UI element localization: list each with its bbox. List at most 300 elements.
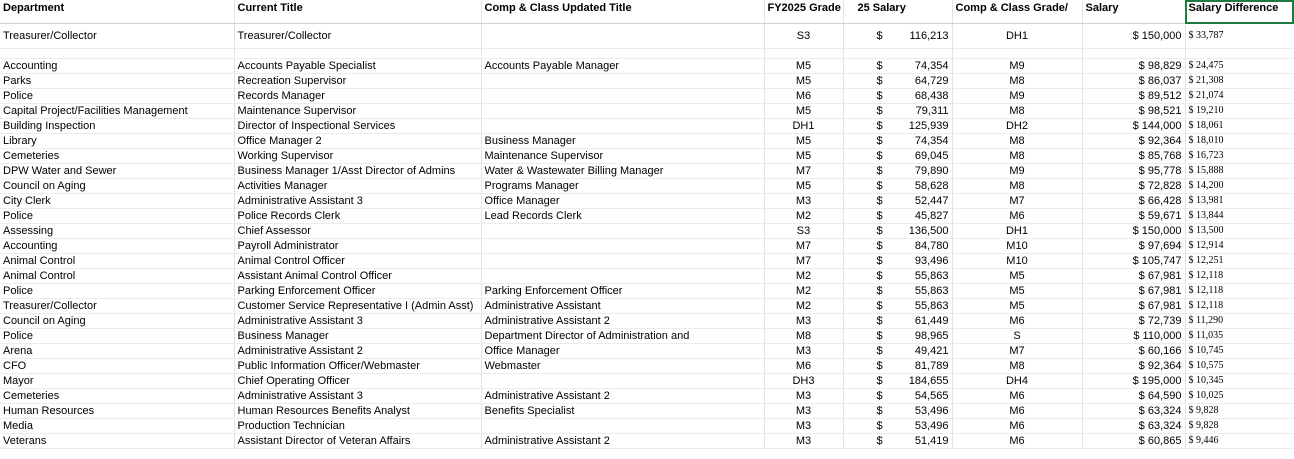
currency-value [847, 314, 949, 328]
new-salary-cell[interactable]: $ 72,739 [1082, 314, 1185, 329]
salary-25-cell[interactable] [843, 224, 952, 239]
department-cell[interactable]: Capital Project/Facilities Management [0, 104, 234, 119]
department-cell[interactable]: Police [0, 89, 234, 104]
salary-25-cell[interactable] [843, 344, 952, 359]
current-title-cell[interactable]: Production Technician [234, 419, 481, 434]
table-row [0, 389, 1294, 404]
salary-25-cell[interactable] [843, 434, 952, 449]
fy2025-grade-cell[interactable]: M8 [764, 329, 843, 344]
new-salary-cell[interactable]: $ 98,521 [1082, 104, 1185, 119]
salary-25-cell[interactable] [843, 89, 952, 104]
new-salary-cell[interactable]: $ 95,778 [1082, 164, 1185, 179]
salary-25-cell[interactable] [843, 389, 952, 404]
table-row [0, 344, 1294, 359]
salary-amount: 136,500 [908, 225, 949, 237]
salary-25-cell[interactable] [843, 239, 952, 254]
fy2025-grade-cell[interactable]: M2 [764, 209, 843, 224]
updated-title-cell[interactable] [481, 224, 764, 239]
currency-symbol: $ [876, 90, 883, 102]
fy2025-grade-cell[interactable]: M3 [764, 194, 843, 209]
salary-25-cell[interactable] [843, 299, 952, 314]
table-row [0, 179, 1294, 194]
new-grade-cell[interactable]: M8 [952, 179, 1082, 194]
current-title-cell[interactable]: Customer Service Representative I (Admin Asst) [234, 299, 481, 314]
updated-title-cell[interactable]: Webmaster [481, 359, 764, 374]
fy2025-grade-cell[interactable]: M5 [764, 149, 843, 164]
current-title-cell[interactable]: Recreation Supervisor [234, 74, 481, 89]
new-salary-cell[interactable]: $ 59,671 [1082, 209, 1185, 224]
current-title-cell[interactable]: Activities Manager [234, 179, 481, 194]
fy2025-grade-cell[interactable]: S3 [764, 224, 843, 239]
header-cell[interactable]: Comp & Class Grade/ [952, 0, 1082, 24]
salary-difference-cell[interactable]: $ 18,061 [1185, 119, 1294, 134]
current-title-cell[interactable]: Accounts Payable Specialist [234, 59, 481, 74]
currency-symbol: $ [876, 315, 883, 327]
new-grade-cell[interactable]: M6 [952, 419, 1082, 434]
empty-cell[interactable] [1082, 49, 1185, 59]
empty-cell[interactable] [0, 49, 234, 59]
salary-25-cell[interactable] [843, 419, 952, 434]
department-cell[interactable]: Arena [0, 344, 234, 359]
salary-difference-cell[interactable]: $ 11,035 [1185, 329, 1294, 344]
updated-title-cell[interactable] [481, 104, 764, 119]
currency-symbol: $ [876, 255, 883, 267]
currency-value [847, 224, 949, 238]
fy2025-grade-cell[interactable]: M5 [764, 59, 843, 74]
updated-title-cell[interactable]: Benefits Specialist [481, 404, 764, 419]
currency-value [847, 239, 949, 253]
new-salary-cell[interactable]: $ 92,364 [1082, 134, 1185, 149]
new-salary-cell[interactable]: $ 98,829 [1082, 59, 1185, 74]
table-row [0, 434, 1294, 449]
current-title-cell[interactable]: Assistant Animal Control Officer [234, 269, 481, 284]
updated-title-cell[interactable]: Water & Wastewater Billing Manager [481, 164, 764, 179]
salary-amount: 55,863 [914, 300, 949, 312]
new-salary-cell[interactable]: $ 86,037 [1082, 74, 1185, 89]
department-cell[interactable]: CFO [0, 359, 234, 374]
new-grade-cell[interactable]: M9 [952, 59, 1082, 74]
salary-difference-cell[interactable]: $ 9,828 [1185, 404, 1294, 419]
salary-25-cell[interactable] [843, 179, 952, 194]
fy2025-grade-cell[interactable]: M6 [764, 89, 843, 104]
updated-title-cell[interactable]: Lead Records Clerk [481, 209, 764, 224]
department-cell[interactable]: Media [0, 419, 234, 434]
new-grade-cell[interactable]: M6 [952, 314, 1082, 329]
salary-amount: 93,496 [914, 255, 949, 267]
current-title-cell[interactable]: Administrative Assistant 3 [234, 389, 481, 404]
selected-header-cell[interactable]: Salary Difference [1185, 0, 1294, 24]
fy2025-grade-cell[interactable]: M5 [764, 104, 843, 119]
salary-difference-cell[interactable]: $ 12,118 [1185, 284, 1294, 299]
new-grade-cell[interactable]: M9 [952, 89, 1082, 104]
current-title-cell[interactable]: Business Manager [234, 329, 481, 344]
fy2025-grade-cell[interactable]: M3 [764, 434, 843, 449]
table-row [0, 89, 1294, 104]
fy2025-grade-cell[interactable]: M5 [764, 134, 843, 149]
salary-difference-cell[interactable]: $ 19,210 [1185, 104, 1294, 119]
salary-amount: 54,565 [914, 390, 949, 402]
new-salary-cell[interactable]: $ 63,324 [1082, 404, 1185, 419]
salary-amount: 68,438 [914, 90, 949, 102]
updated-title-cell[interactable]: Office Manager [481, 344, 764, 359]
currency-symbol: $ [876, 330, 883, 342]
new-salary-cell[interactable]: $ 97,694 [1082, 239, 1185, 254]
header-cell[interactable]: Current Title [234, 0, 481, 24]
currency-value [847, 59, 949, 73]
salary-25-cell[interactable] [843, 164, 952, 179]
salary-difference-cell[interactable]: $ 15,888 [1185, 164, 1294, 179]
current-title-cell[interactable]: Payroll Administrator [234, 239, 481, 254]
currency-value [847, 254, 949, 268]
salary-25-cell[interactable] [843, 119, 952, 134]
table-row [0, 134, 1294, 149]
department-cell[interactable]: Council on Aging [0, 314, 234, 329]
department-cell[interactable]: Parks [0, 74, 234, 89]
salary-difference-cell[interactable]: $ 12,118 [1185, 269, 1294, 284]
updated-title-cell[interactable]: Programs Manager [481, 179, 764, 194]
salary-25-cell[interactable] [843, 269, 952, 284]
new-grade-cell[interactable]: M7 [952, 194, 1082, 209]
department-cell[interactable]: City Clerk [0, 194, 234, 209]
new-grade-cell[interactable]: M5 [952, 284, 1082, 299]
new-grade-cell[interactable]: M6 [952, 434, 1082, 449]
department-cell[interactable]: Building Inspection [0, 119, 234, 134]
salary-25-cell[interactable] [843, 404, 952, 419]
currency-symbol: $ [876, 240, 883, 252]
currency-symbol: $ [876, 360, 883, 372]
new-salary-cell[interactable]: $ 67,981 [1082, 269, 1185, 284]
new-grade-cell[interactable]: M5 [952, 299, 1082, 314]
new-salary-cell[interactable]: $ 66,428 [1082, 194, 1185, 209]
table-row [0, 314, 1294, 329]
new-salary-cell[interactable]: $ 144,000 [1082, 119, 1185, 134]
current-title-cell[interactable]: Treasurer/Collector [234, 24, 481, 49]
current-title-cell[interactable]: Administrative Assistant 3 [234, 314, 481, 329]
table-row [0, 74, 1294, 89]
salary-25-cell[interactable] [843, 74, 952, 89]
currency-symbol: $ [876, 165, 883, 177]
currency-symbol: $ [876, 390, 883, 402]
salary-amount: 64,729 [914, 75, 949, 87]
salary-difference-cell[interactable]: $ 9,828 [1185, 419, 1294, 434]
updated-title-cell[interactable] [481, 239, 764, 254]
currency-value [847, 374, 949, 388]
fy2025-grade-cell[interactable]: S3 [764, 24, 843, 49]
current-title-cell[interactable]: Records Manager [234, 89, 481, 104]
salary-amount: 49,421 [914, 345, 949, 357]
current-title-cell[interactable]: Working Supervisor [234, 149, 481, 164]
new-grade-cell[interactable]: DH2 [952, 119, 1082, 134]
department-cell[interactable]: DPW Water and Sewer [0, 164, 234, 179]
fy2025-grade-cell[interactable]: M5 [764, 74, 843, 89]
new-grade-cell[interactable]: DH4 [952, 374, 1082, 389]
salary-difference-cell[interactable]: $ 18,010 [1185, 134, 1294, 149]
new-grade-cell[interactable]: M6 [952, 209, 1082, 224]
updated-title-cell[interactable] [481, 24, 764, 49]
empty-cell[interactable] [234, 49, 481, 59]
department-cell[interactable]: Assessing [0, 224, 234, 239]
salary-25-cell[interactable] [843, 24, 952, 49]
new-grade-cell[interactable]: M8 [952, 149, 1082, 164]
fy2025-grade-cell[interactable]: M7 [764, 254, 843, 269]
updated-title-cell[interactable]: Administrative Assistant [481, 299, 764, 314]
salary-difference-cell[interactable]: $ 21,074 [1185, 89, 1294, 104]
table-row [0, 374, 1294, 389]
salary-amount: 69,045 [914, 150, 949, 162]
updated-title-cell[interactable] [481, 419, 764, 434]
salary-difference-cell[interactable]: $ 13,981 [1185, 194, 1294, 209]
table-row [0, 119, 1294, 134]
fy2025-grade-cell[interactable]: M3 [764, 404, 843, 419]
fy2025-grade-cell[interactable]: M3 [764, 389, 843, 404]
salary-amount: 61,449 [914, 315, 949, 327]
fy2025-grade-cell[interactable]: DH1 [764, 119, 843, 134]
salary-25-cell[interactable] [843, 329, 952, 344]
currency-symbol: $ [876, 75, 883, 87]
currency-symbol: $ [876, 210, 883, 222]
new-salary-cell[interactable]: $ 60,865 [1082, 434, 1185, 449]
salary-amount: 98,965 [914, 330, 949, 342]
current-title-cell[interactable]: Chief Assessor [234, 224, 481, 239]
salary-difference-cell[interactable]: $ 12,251 [1185, 254, 1294, 269]
new-grade-cell[interactable]: M6 [952, 389, 1082, 404]
salary-25-cell[interactable] [843, 374, 952, 389]
currency-value [847, 284, 949, 298]
new-salary-cell[interactable]: $ 92,364 [1082, 359, 1185, 374]
department-cell[interactable]: Police [0, 284, 234, 299]
new-salary-cell[interactable]: $ 60,166 [1082, 344, 1185, 359]
salary-25-cell[interactable] [843, 254, 952, 269]
currency-value [847, 164, 949, 178]
salary-difference-cell[interactable]: $ 11,290 [1185, 314, 1294, 329]
salary-25-cell[interactable] [843, 134, 952, 149]
new-salary-cell[interactable]: $ 67,981 [1082, 284, 1185, 299]
salary-25-cell[interactable] [843, 59, 952, 74]
new-salary-cell[interactable]: $ 105,747 [1082, 254, 1185, 269]
table-row [0, 359, 1294, 374]
current-title-cell[interactable]: Administrative Assistant 3 [234, 194, 481, 209]
new-grade-cell[interactable]: M8 [952, 104, 1082, 119]
new-salary-cell[interactable]: $ 64,590 [1082, 389, 1185, 404]
new-salary-cell[interactable]: $ 89,512 [1082, 89, 1185, 104]
department-cell[interactable]: Veterans [0, 434, 234, 449]
department-cell[interactable]: Animal Control [0, 269, 234, 284]
department-cell[interactable]: Human Resources [0, 404, 234, 419]
salary-amount: 74,354 [914, 60, 949, 72]
updated-title-cell[interactable] [481, 254, 764, 269]
currency-value [847, 149, 949, 163]
updated-title-cell[interactable] [481, 119, 764, 134]
currency-value [847, 329, 949, 343]
new-grade-cell[interactable]: M8 [952, 74, 1082, 89]
new-grade-cell[interactable]: M10 [952, 239, 1082, 254]
currency-symbol: $ [876, 300, 883, 312]
currency-value [847, 104, 949, 118]
department-cell[interactable]: Cemeteries [0, 149, 234, 164]
fy2025-grade-cell[interactable]: M2 [764, 269, 843, 284]
fy2025-grade-cell[interactable]: M3 [764, 344, 843, 359]
salary-25-cell[interactable] [843, 104, 952, 119]
table-row [0, 329, 1294, 344]
fy2025-grade-cell[interactable]: DH3 [764, 374, 843, 389]
salary-difference-cell[interactable]: $ 9,446 [1185, 434, 1294, 449]
salary-difference-cell[interactable]: $ 10,025 [1185, 389, 1294, 404]
new-grade-cell[interactable]: S [952, 329, 1082, 344]
salary-25-cell[interactable] [843, 359, 952, 374]
department-cell[interactable]: Accounting [0, 59, 234, 74]
empty-cell[interactable] [481, 49, 764, 59]
new-grade-cell[interactable]: M9 [952, 164, 1082, 179]
salary-difference-cell[interactable]: $ 14,200 [1185, 179, 1294, 194]
new-salary-cell[interactable]: $ 150,000 [1082, 224, 1185, 239]
currency-value [847, 29, 949, 43]
empty-cell[interactable] [764, 49, 843, 59]
currency-value [847, 179, 949, 193]
new-grade-cell[interactable]: DH1 [952, 24, 1082, 49]
current-title-cell[interactable]: Administrative Assistant 2 [234, 344, 481, 359]
new-grade-cell[interactable]: DH1 [952, 224, 1082, 239]
current-title-cell[interactable]: Parking Enforcement Officer [234, 284, 481, 299]
updated-title-cell[interactable] [481, 374, 764, 389]
current-title-cell[interactable]: Human Resources Benefits Analyst [234, 404, 481, 419]
new-salary-cell[interactable]: $ 63,324 [1082, 419, 1185, 434]
header-cell[interactable]: Salary [1082, 0, 1185, 24]
updated-title-cell[interactable]: Administrative Assistant 2 [481, 434, 764, 449]
salary-25-cell[interactable] [843, 209, 952, 224]
new-salary-cell[interactable]: $ 110,000 [1082, 329, 1185, 344]
fy2025-grade-cell[interactable]: M2 [764, 284, 843, 299]
salary-25-cell[interactable] [843, 149, 952, 164]
fy2025-grade-cell[interactable]: M6 [764, 359, 843, 374]
updated-title-cell[interactable]: Administrative Assistant 2 [481, 389, 764, 404]
current-title-cell[interactable]: Director of Inspectional Services [234, 119, 481, 134]
department-cell[interactable]: Cemeteries [0, 389, 234, 404]
salary-amount: 79,890 [914, 165, 949, 177]
salary-25-cell[interactable] [843, 194, 952, 209]
fy2025-grade-cell[interactable]: M2 [764, 299, 843, 314]
salary-difference-cell[interactable]: $ 13,844 [1185, 209, 1294, 224]
salary-difference-cell[interactable]: $ 12,118 [1185, 299, 1294, 314]
current-title-cell[interactable]: Public Information Officer/Webmaster [234, 359, 481, 374]
updated-title-cell[interactable]: Accounts Payable Manager [481, 59, 764, 74]
salary-difference-cell[interactable]: $ 10,745 [1185, 344, 1294, 359]
fy2025-grade-cell[interactable]: M3 [764, 419, 843, 434]
empty-cell[interactable] [1185, 49, 1294, 59]
current-title-cell[interactable]: Animal Control Officer [234, 254, 481, 269]
department-cell[interactable]: Police [0, 329, 234, 344]
fy2025-grade-cell[interactable]: M3 [764, 314, 843, 329]
new-grade-cell[interactable]: M8 [952, 134, 1082, 149]
salary-amount: 79,311 [915, 105, 949, 117]
current-title-cell[interactable]: Maintenance Supervisor [234, 104, 481, 119]
currency-value [847, 134, 949, 148]
new-salary-cell[interactable]: $ 85,768 [1082, 149, 1185, 164]
fy2025-grade-cell[interactable]: M5 [764, 179, 843, 194]
header-row [0, 0, 1294, 24]
department-cell[interactable]: Treasurer/Collector [0, 299, 234, 314]
currency-symbol: $ [876, 270, 883, 282]
updated-title-cell[interactable]: Business Manager [481, 134, 764, 149]
fy2025-grade-cell[interactable]: M7 [764, 239, 843, 254]
currency-value [847, 269, 949, 283]
currency-symbol: $ [876, 180, 883, 192]
new-salary-cell[interactable]: $ 72,828 [1082, 179, 1185, 194]
fy2025-grade-cell[interactable]: M7 [764, 164, 843, 179]
empty-row [0, 49, 1294, 59]
salary-difference-cell[interactable]: $ 10,345 [1185, 374, 1294, 389]
salary-amount: 52,447 [914, 195, 949, 207]
department-cell[interactable]: Animal Control [0, 254, 234, 269]
salary-difference-cell[interactable]: $ 10,575 [1185, 359, 1294, 374]
header-cell[interactable]: FY2025 Grade [764, 0, 843, 24]
currency-value [847, 209, 949, 223]
new-grade-cell[interactable]: M5 [952, 269, 1082, 284]
salary-amount: 184,655 [908, 375, 949, 387]
new-salary-cell[interactable]: $ 195,000 [1082, 374, 1185, 389]
updated-title-cell[interactable]: Parking Enforcement Officer [481, 284, 764, 299]
salary-difference-cell[interactable]: $ 33,787 [1185, 24, 1294, 49]
updated-title-cell[interactable]: Maintenance Supervisor [481, 149, 764, 164]
table-row [0, 284, 1294, 299]
header-cell[interactable]: Comp & Class Updated Title [481, 0, 764, 24]
new-grade-cell[interactable]: M8 [952, 359, 1082, 374]
department-cell[interactable]: Accounting [0, 239, 234, 254]
salary-difference-cell[interactable]: $ 13,500 [1185, 224, 1294, 239]
currency-value [847, 299, 949, 313]
salary-difference-cell[interactable]: $ 12,914 [1185, 239, 1294, 254]
new-grade-cell[interactable]: M6 [952, 404, 1082, 419]
department-cell[interactable]: Council on Aging [0, 179, 234, 194]
new-grade-cell[interactable]: M7 [952, 344, 1082, 359]
salary-amount: 51,419 [914, 435, 949, 447]
department-cell[interactable]: Library [0, 134, 234, 149]
updated-title-cell[interactable] [481, 74, 764, 89]
table-row [0, 149, 1294, 164]
department-cell[interactable]: Police [0, 209, 234, 224]
updated-title-cell[interactable] [481, 269, 764, 284]
salary-difference-cell[interactable]: $ 24,475 [1185, 59, 1294, 74]
header-cell[interactable]: 25 Salary [843, 0, 952, 24]
currency-symbol: $ [876, 345, 883, 357]
current-title-cell[interactable]: Office Manager 2 [234, 134, 481, 149]
new-grade-cell[interactable]: M10 [952, 254, 1082, 269]
updated-title-cell[interactable]: Administrative Assistant 2 [481, 314, 764, 329]
updated-title-cell[interactable] [481, 89, 764, 104]
current-title-cell[interactable]: Chief Operating Officer [234, 374, 481, 389]
salary-difference-cell[interactable]: $ 21,308 [1185, 74, 1294, 89]
current-title-cell[interactable]: Business Manager 1/Asst Director of Admins [234, 164, 481, 179]
currency-symbol: $ [876, 420, 883, 432]
empty-cell[interactable] [952, 49, 1082, 59]
new-salary-cell[interactable]: $ 67,981 [1082, 299, 1185, 314]
current-title-cell[interactable]: Assistant Director of Veteran Affairs [234, 434, 481, 449]
salary-difference-cell[interactable]: $ 16,723 [1185, 149, 1294, 164]
salary-25-cell[interactable] [843, 284, 952, 299]
department-cell[interactable]: Mayor [0, 374, 234, 389]
currency-symbol: $ [876, 285, 883, 297]
salary-amount: 81,789 [914, 360, 949, 372]
salary-25-cell[interactable] [843, 314, 952, 329]
updated-title-cell[interactable]: Department Director of Administration and [481, 329, 764, 344]
currency-symbol: $ [876, 60, 883, 72]
header-cell[interactable]: Department [0, 0, 234, 24]
department-cell[interactable]: Treasurer/Collector [0, 24, 234, 49]
new-salary-cell[interactable]: $ 150,000 [1082, 24, 1185, 49]
empty-cell[interactable] [843, 49, 952, 59]
current-title-cell[interactable]: Police Records Clerk [234, 209, 481, 224]
table-row [0, 164, 1294, 179]
updated-title-cell[interactable]: Office Manager [481, 194, 764, 209]
